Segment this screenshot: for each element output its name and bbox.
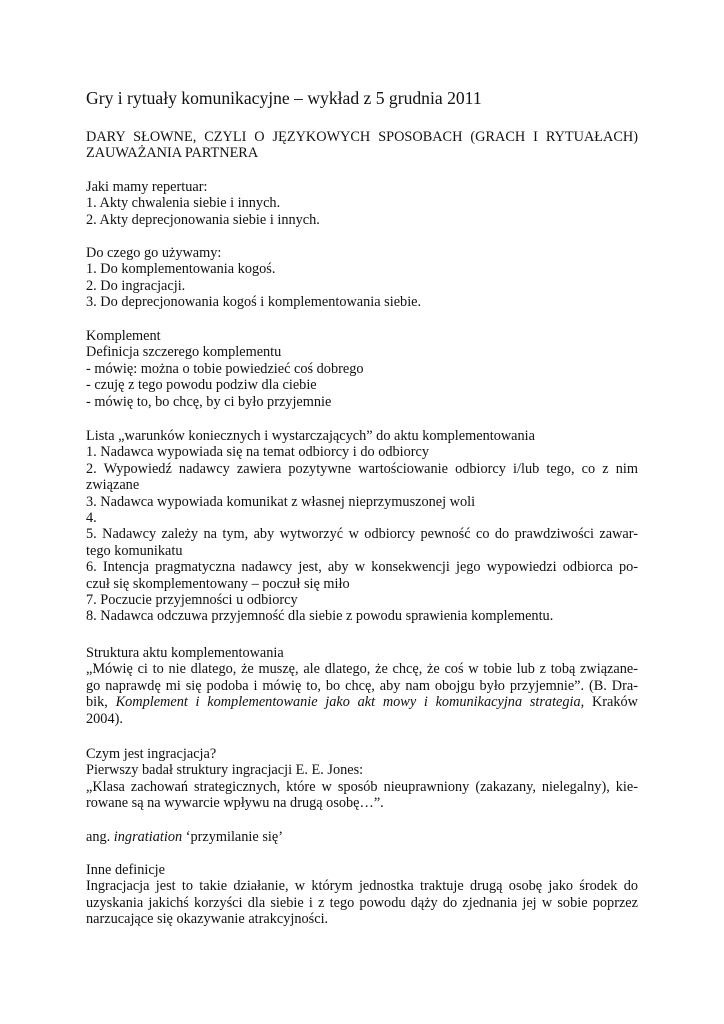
list-item: 3. Do deprecjonowania kogoś i komplementowania siebie. (86, 294, 422, 311)
list-item: - mówię: można o tobie powiedzieć coś dobrego (86, 360, 364, 377)
conditions-section (86, 428, 638, 625)
structure-section (86, 645, 638, 727)
list-item: 2. Akty deprecjonowania siebie i innych. (86, 211, 320, 228)
list-item: - czuję z tego powodu podziw dla ciebie (86, 377, 317, 394)
citation-line: bik, Komplement i komplementowanie jako akt mowy i komunikacyjna strategia, Kraków (86, 694, 638, 711)
usage-label: Do czego go używamy: (86, 245, 222, 261)
list-item: - mówię to, bo chcę, by ci było przyjemnie (86, 393, 332, 410)
citation-year: 2004). (86, 710, 123, 727)
quote-line: rowane są na wywarcie wpływu na drugą osobę…”. (86, 795, 384, 812)
section-heading-line-1: DARY SŁOWNE, CZYLI O JĘZYKOWYCH SPOSOBACH (GRACH I RYTUAŁACH) (86, 129, 638, 145)
ingratiation-section (86, 746, 638, 812)
repertoire-label: Jaki mamy repertuar: (86, 179, 208, 195)
condition-item: 7. Poczucie przyjemności u odbiorcy (86, 592, 298, 609)
conditions-heading: Lista „warunków koniecznych i wystarczających” do aktu komplementowania (86, 428, 535, 444)
condition-item: 3. Nadawca wypowiada komunikat z własnej nieprzymuszonej woli (86, 493, 476, 510)
list-item: 2. Do ingracjacji. (86, 277, 186, 294)
section-heading (86, 129, 638, 162)
condition-item: 8. Nadawca odczuwa przyjemność dla siebie z powodu sprawienia komplementu. (86, 608, 554, 625)
other-definitions-heading: Inne definicje (86, 862, 165, 878)
definition-line: narzucające się okazywanie atrakcyjności. (86, 911, 329, 928)
condition-item-continued: związane (86, 477, 140, 494)
condition-item: 2. Wypowiedź nadawcy zawiera pozytywne wartościowanie odbiorcy i/lub tego, co z nim (86, 460, 638, 477)
compliment-section (86, 328, 638, 410)
condition-item: 5. Nadawcy zależy na tym, aby wytworzyć w odbiorcy pewność co do prawdziwości zawar- (86, 526, 638, 543)
condition-item-continued: czuł się skomplementowany – poczuł się miło (86, 575, 350, 592)
other-definitions-section (86, 862, 638, 928)
book-title: Komplement i komplementowanie jako akt mowy i komunikacyjna strategia (115, 694, 581, 711)
quote-line: „Mówię ci to nie dlatego, że muszę, ale dlatego, że chcę, że coś w tobie lub z tobą związane- (86, 661, 638, 678)
section-heading-line-2: ZAUWAŻANIA PARTNERA (86, 145, 259, 162)
condition-item: 4. (86, 510, 97, 527)
lecture-title: Gry i rytuały komunikacyjne – wykład z 5 grudnia 2011 (86, 88, 482, 108)
condition-item-continued: tego komunikatu (86, 542, 183, 559)
repertoire-section (86, 179, 638, 228)
list-item: 1. Do komplementowania kogoś. (86, 261, 276, 278)
ingratiation-question: Czym jest ingracjacja? (86, 746, 217, 762)
compliment-heading: Komplement (86, 328, 161, 344)
structure-heading: Struktura aktu komplementowania (86, 645, 284, 661)
definition-line: Ingracjacja jest to takie działanie, w którym jednostka traktuje drugą osobę jako środek do (86, 878, 638, 895)
english-term-word: ingratiation (113, 829, 183, 845)
condition-item: 1. Nadawca wypowiada się na temat odbiorcy i do odbiorcy (86, 444, 430, 461)
condition-item: 6. Intencja pragmatyczna nadawcy jest, aby w konsekwencji jego wypowiedzi odbiorca po- (86, 559, 638, 576)
quote-line: „Klasa zachowań strategicznych, które w sposób nieuprawniony (zakazany, nielegalny), kie- (86, 778, 638, 795)
usage-section (86, 245, 638, 311)
definition-line: uzyskania jakichś korzyści dla siebie i z tego powodu dąży do zjednania jej w sobie poprzez (86, 894, 638, 911)
english-term: ang. ingratiation ‘przymilanie się’ (86, 829, 283, 845)
compliment-definition: Definicja szczerego komplementu (86, 344, 282, 361)
list-item: 1. Akty chwalenia siebie i innych. (86, 195, 281, 212)
ingratiation-researcher: Pierwszy badał struktury ingracjacji E. E. Jones: (86, 762, 364, 779)
quote-line: go naprawdę mi się podoba i mówię to, bo chcę, aby nam obojgu było przyjemnie”. (B. Dra- (86, 677, 638, 694)
